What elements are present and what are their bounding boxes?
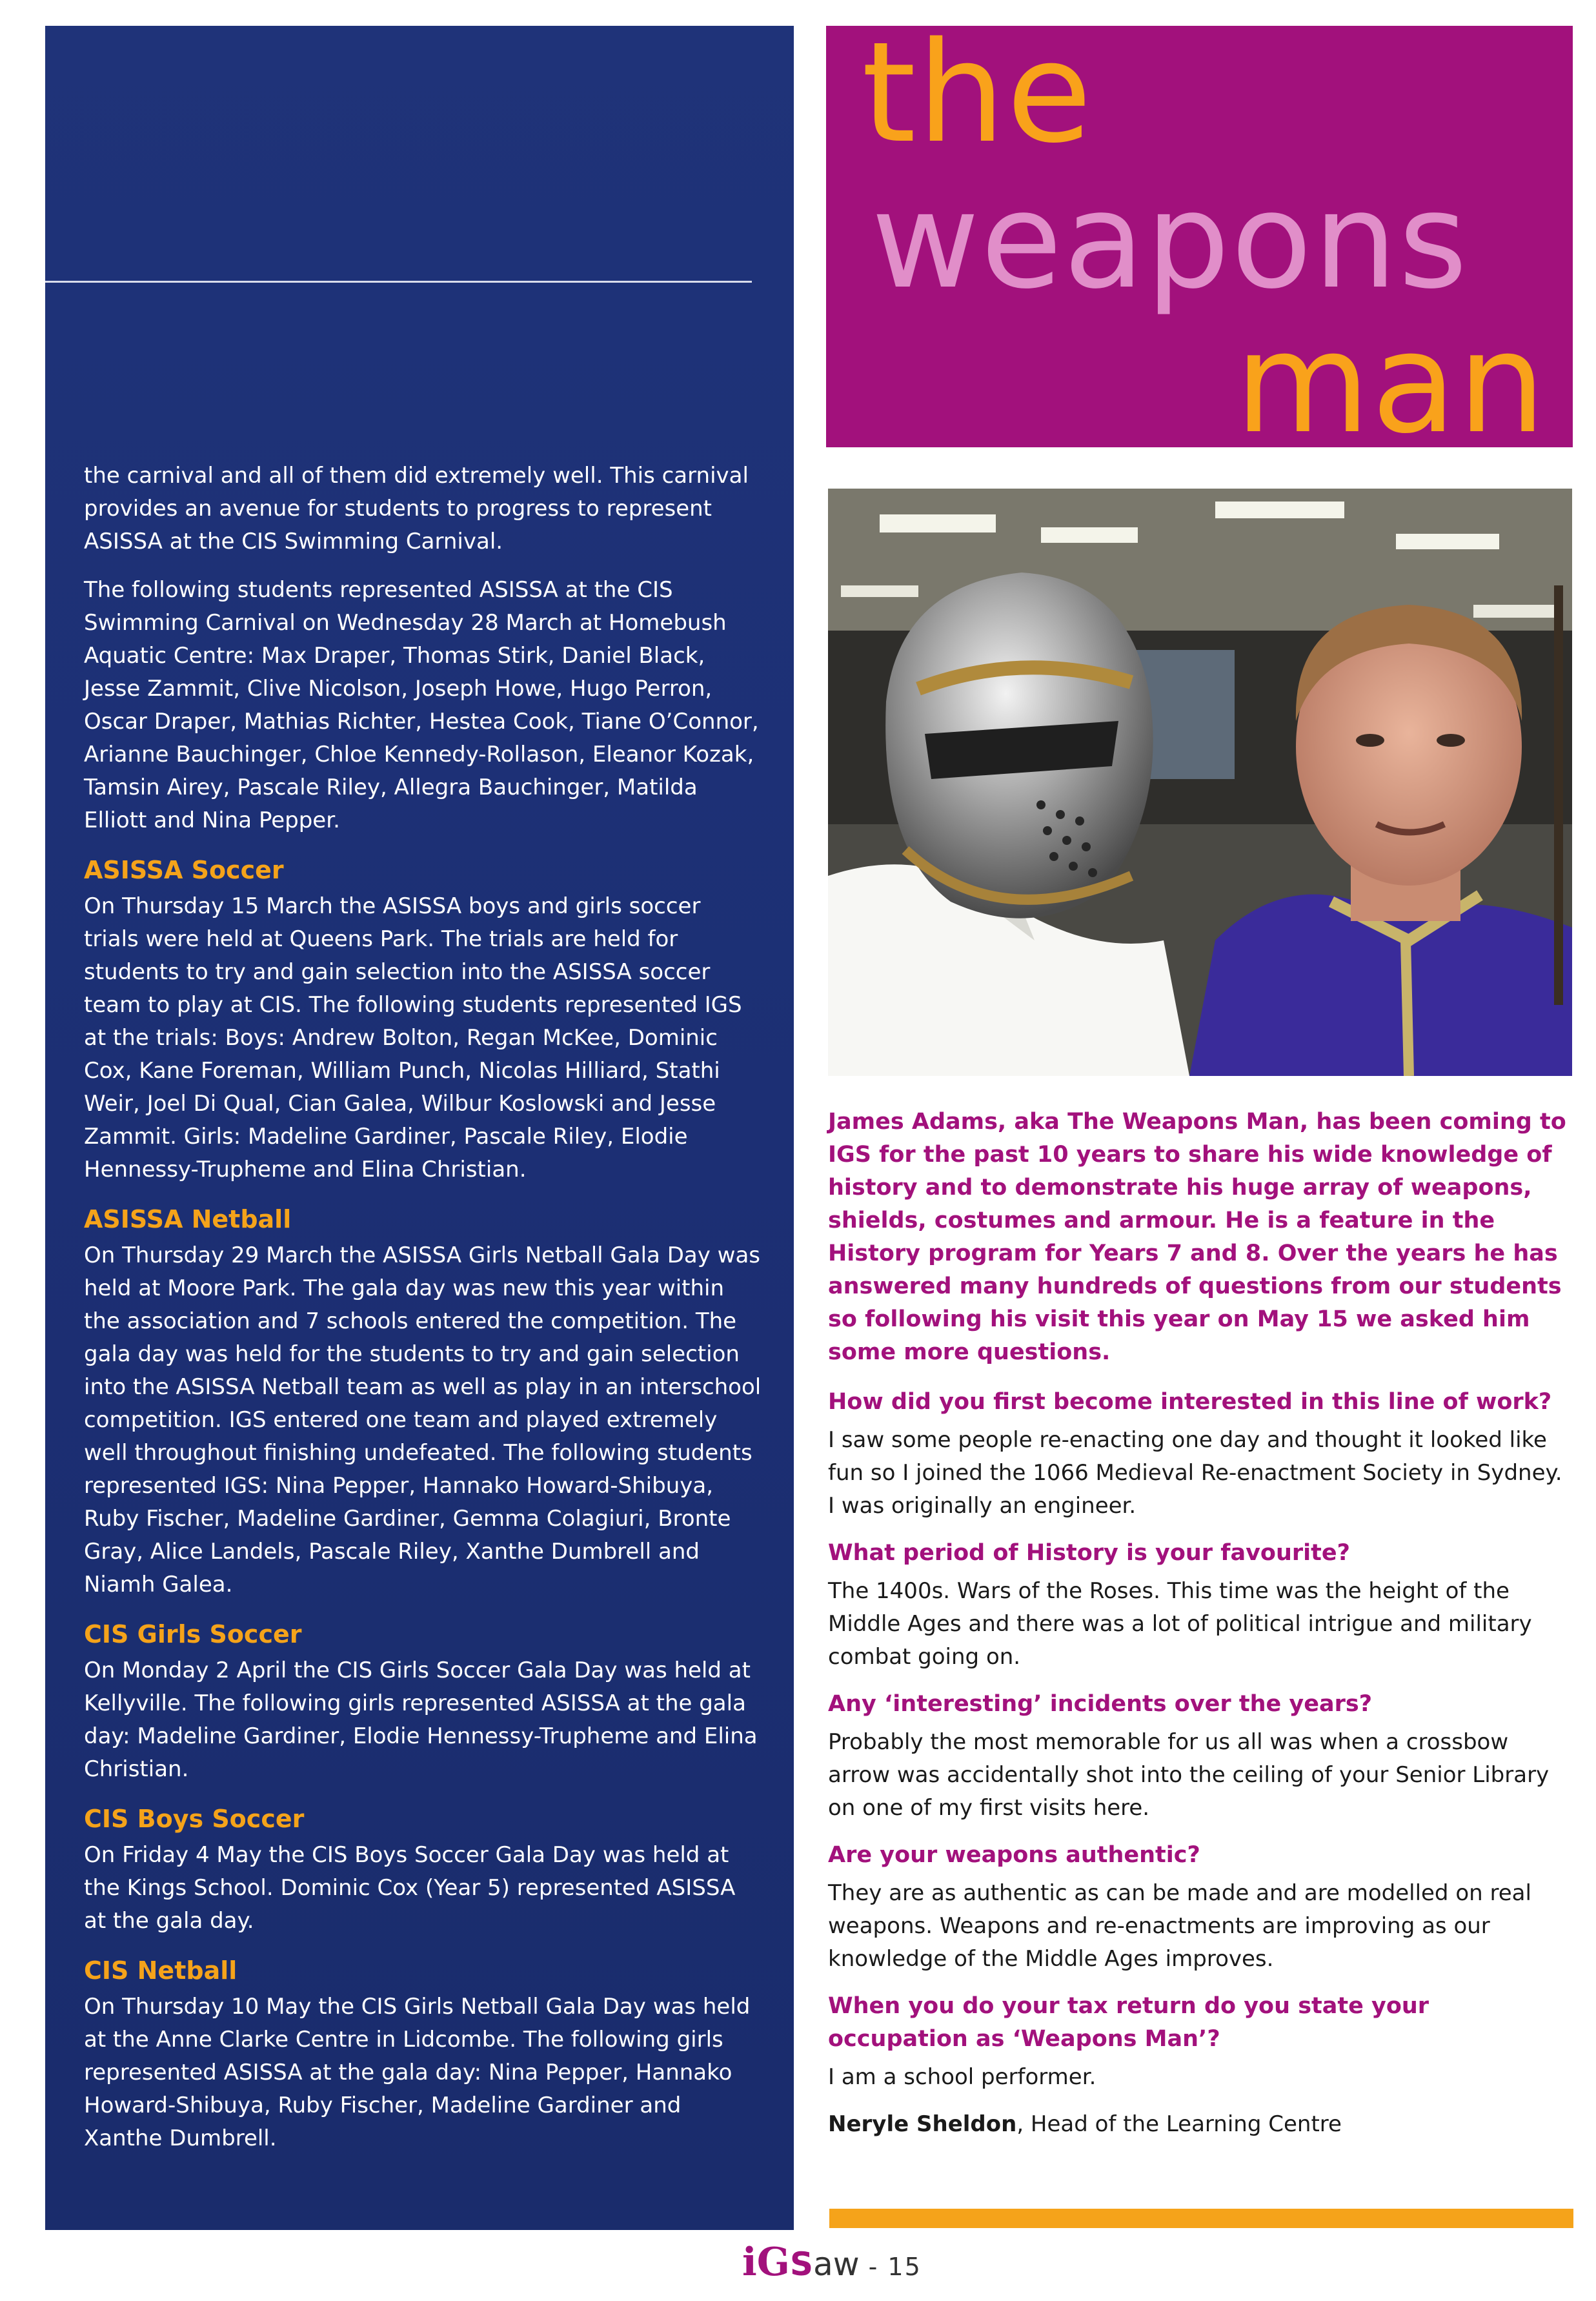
section-heading: ASISSA Soccer [84, 856, 284, 884]
section-heading: CIS Netball [84, 1956, 237, 1985]
section-heading: CIS Girls Soccer [84, 1620, 302, 1648]
section-body: On Monday 2 April the CIS Girls Soccer Gala Day was held at Kellyville. The following girls represented ASISSA at the gala day: Madeline Gardiner, Elodie Hennessy-Trupheme and Elina Christian. [84, 1657, 758, 1782]
byline-name: Neryle Sheldon [828, 2111, 1017, 2137]
masthead-logo-i: i [742, 2240, 757, 2285]
byline-role: , Head of the Learning Centre [1016, 2111, 1342, 2137]
section-body: On Thursday 29 March the ASISSA Girls Netball Gala Day was held at Moore Park. The gala day was new this year within the association and 7 schools entered the competition. The gala day was held for the students to try and gain selection into the ASISSA Netball team as well as play in an interschool competition. IGS entered one team and played extremely well throughout finishing undefeated. The following students represented IGS: Nina Pepper, Hannako Howard-Shibuya, Ruby Fischer, Madeline Gardiner, Gemma Colagiuri, Bronte Gray, Alice Landels, Pascale Riley, Xanthe Dumbrell and Niamh Galea. [84, 1242, 762, 1597]
answer: The 1400s. Wars of the Roses. This time was the height of the Middle Ages and there was a lot of political intrigue and military combat going on. [828, 1578, 1532, 1670]
title-man: man [1235, 302, 1547, 447]
page-footer [742, 2240, 922, 2285]
title-the: the [862, 26, 1093, 174]
byline [828, 2108, 1570, 2141]
section-heading: CIS Boys Soccer [84, 1805, 305, 1833]
weapons-man-photo [828, 489, 1572, 1076]
section-body: On Friday 4 May the CIS Boys Soccer Gala Day was held at the Kings School. Dominic Cox (Year 5) represented ASISSA at the gala day. [84, 1842, 736, 1934]
question: Any ‘interesting’ incidents over the years? [828, 1691, 1372, 1717]
answer: I am a school performer. [828, 2064, 1096, 2090]
sports-news-body [84, 460, 762, 2171]
question: When you do your tax return do you state your occupation as ‘Weapons Man’? [828, 1993, 1429, 2052]
section-body: On Thursday 15 March the ASISSA boys and girls soccer trials were held at Queens Park. The trials are held for students to try and gain selection into the ASISSA soccer team to play at CIS. The following students represented IGS at the trials: Boys: Andrew Bolton, Regan McKee, Dominic Cox, Kane Foreman, William Punch, Nicolas Hilliard, Stathi Weir, Joel Di Qual, Cian Galea, Wilbur Koslowski and Jesse Zammit. Girls: Madeline Gardiner, Pascale Riley, Elodie Hennessy-Trupheme and Elina Christian. [84, 893, 742, 1182]
section-heading: ASISSA Netball [84, 1205, 292, 1233]
footer-accent-bar [829, 2209, 1573, 2228]
intro-lead: James Adams, aka The Weapons Man, has been coming to IGS for the past 10 years to share his wide knowledge of history and to demonstrate his huge array of weapons, shields, costumes and armour. He is a feature in the History program for Years 7 and 8. Over the years he has answered many hundreds of questions from our students so following his visit this year on May 15 we asked him some more questions. [828, 1109, 1566, 1365]
cis-swimming-paragraph: The following students represented ASISSA at the CIS Swimming Carnival on Wednesday 28 March at Homebush Aquatic Centre: Max Draper, Thomas Stirk, Daniel Black, Jesse Zammit, Clive Nicolson, Joseph Howe, Hugo Perron, Oscar Draper, Mathias Richter, Hestea Cook, Tiane O’Connor, Arianne Bauchinger, Chloe Kennedy-Rollason, Eleanor Kozak, Tamsin Airey, Pascale Riley, Allegra Bauchinger, Matilda Elliott and Nina Pepper. [84, 577, 759, 833]
answer: Probably the most memorable for us all was when a crossbow arrow was accidentally shot into the ceiling of your Senior Library on one of my first visits here. [828, 1729, 1550, 1821]
title-weapons: weapons [871, 165, 1469, 318]
question: Are your weapons authentic? [828, 1842, 1200, 1868]
question: How did you first become interested in this line of work? [828, 1389, 1552, 1415]
masthead-logo-g: G [756, 2240, 791, 2285]
section-body: On Thursday 10 May the CIS Girls Netball Gala Day was held at the Anne Clarke Centre in Lidcombe. The following girls represented ASISSA at the gala day: Nina Pepper, Hannako Howard-Shibuya, Ruby Fischer, Madeline Gardiner and Xanthe Dumbrell. [84, 1994, 751, 2151]
interview-body [828, 1106, 1570, 2155]
intro-paragraph: the carnival and all of them did extremely well. This carnival provides an avenue for students to progress to represent ASISSA at the CIS Swimming Carnival. [84, 463, 749, 554]
article-title-block [826, 26, 1573, 447]
answer: They are as authentic as can be made and are modelled on real weapons. Weapons and re-enactments are improving as our knowledge of the Middle Ages improves. [828, 1880, 1531, 1972]
page-number: - 15 [868, 2253, 922, 2281]
question: What period of History is your favourite? [828, 1540, 1350, 1566]
answer: I saw some people re-enacting one day and thought it looked like fun so I joined the 1066 Medieval Re-enactment Society in Sydney. I was originally an engineer. [828, 1427, 1562, 1519]
masthead-logo-s: S [790, 2245, 814, 2283]
panel-divider [45, 281, 752, 283]
masthead-logo-rest: aw [813, 2245, 860, 2283]
